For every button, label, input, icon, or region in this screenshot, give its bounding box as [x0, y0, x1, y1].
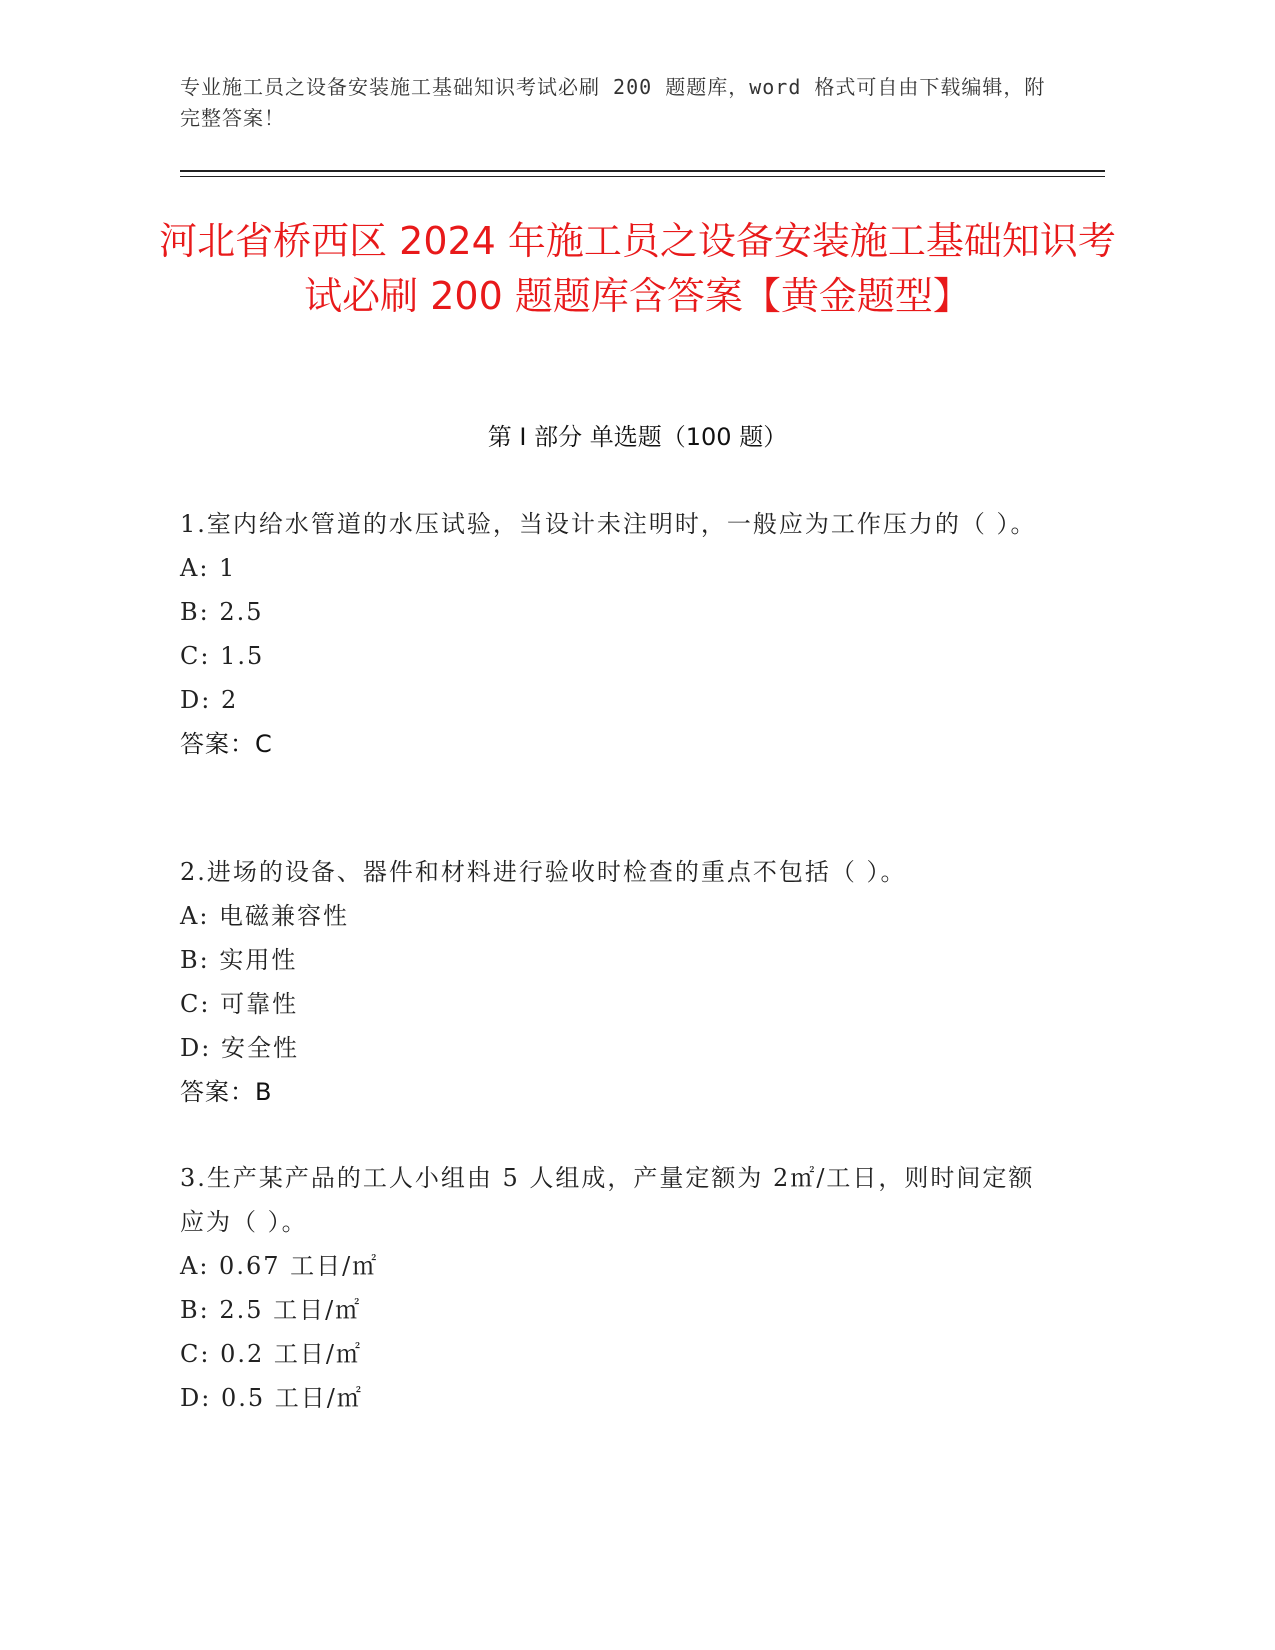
option-d: D: 0.5 工日/㎡	[180, 1384, 363, 1412]
question-stem: 2.进场的设备、器件和材料进行验收时检查的重点不包括（ ）。	[180, 858, 907, 886]
option-a: A: 1	[180, 554, 237, 582]
question-block	[180, 1156, 1060, 1420]
answer-label: 答案：	[180, 730, 255, 758]
answer-value: B	[255, 1078, 273, 1106]
question-stem: 3.生产某产品的工人小组由 5 人组成，产量定额为 2㎡/工日，则时间定额应为（ ）。	[180, 1164, 1035, 1236]
option-c: C: 0.2 工日/㎡	[180, 1340, 362, 1368]
header-divider	[180, 170, 1105, 172]
option-b: B: 实用性	[180, 946, 298, 974]
intro-text: 专业施工员之设备安装施工基础知识考试必刷 200 题题库，word 格式可自由下载编辑，附完整答案！	[180, 75, 1046, 130]
option-c: C: 1.5	[180, 642, 265, 670]
answer-line	[180, 1070, 1060, 1114]
section-heading: 第 I 部分 单选题（100 题）	[487, 423, 788, 451]
question-block	[180, 850, 1060, 1114]
option-a: A: 电磁兼容性	[180, 902, 350, 930]
option-d: D: 安全性	[180, 1034, 299, 1062]
header-divider-thin	[180, 176, 1105, 177]
question-block	[180, 502, 1060, 766]
option-a: A: 0.67 工日/㎡	[180, 1252, 379, 1280]
question-stem: 1.室内给水管道的水压试验，当设计未注明时，一般应为工作压力的（ ）。	[180, 510, 1037, 538]
answer-line	[180, 722, 1060, 766]
option-c: C: 可靠性	[180, 990, 299, 1018]
option-b: B: 2.5 工日/㎡	[180, 1296, 362, 1324]
option-d: D: 2	[180, 686, 239, 714]
option-b: B: 2.5	[180, 598, 264, 626]
document-title: 河北省桥西区 2024 年施工员之设备安装施工基础知识考试必刷 200 题题库含答案【黄金题型】	[159, 219, 1116, 318]
answer-label: 答案：	[180, 1078, 255, 1106]
answer-value: C	[255, 730, 273, 758]
